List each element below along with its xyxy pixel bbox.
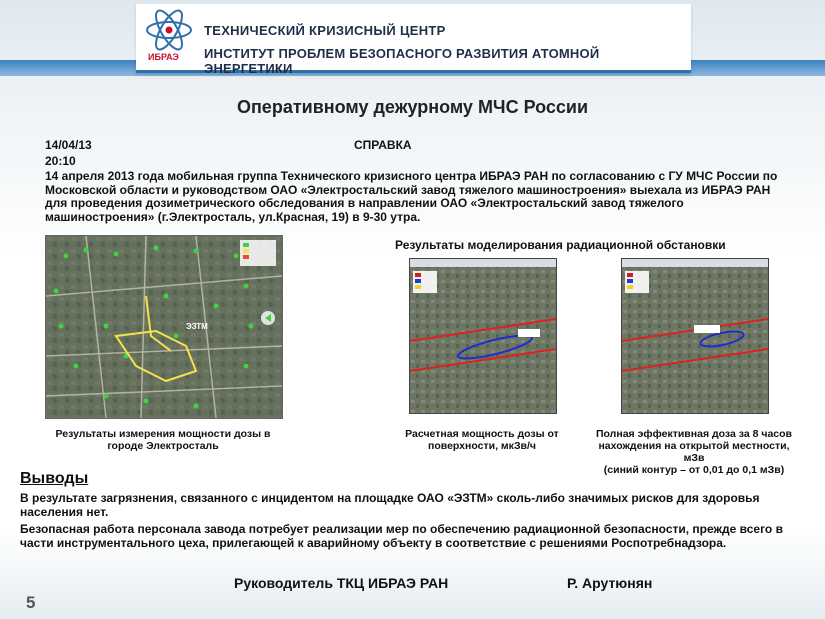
effective-dose-caption-note: (синий контур – от 0,01 до 0,1 мЗв) [603,464,785,476]
logo-text: ИБРАЭ [148,52,179,62]
document-time: 20:10 [45,154,76,168]
dose-rate-caption: Расчетная мощность дозы от поверхности, мкЗв/ч [405,428,559,452]
signer-name: Р. Арутюнян [567,575,653,591]
conclusion-paragraph-2: Безопасная работа персонала завода потребует реализации мер по обеспечению радиационной безопасности, прежде всего в части инструментального цеха, прилегающей к аварийному объекту в соответствие с решениями Роспотребнадзора. [20,522,783,550]
header-subtitle: ИНСТИТУТ ПРОБЛЕМ БЕЗОПАСНОГО РАЗВИТИЯ АТОМНОЙ ЭНЕРГЕТИКИ [204,46,600,76]
measurement-map-caption: Результаты измерения мощности дозы в городе Электросталь [55,428,271,452]
header-title: ТЕХНИЧЕСКИЙ КРИЗИСНЫЙ ЦЕНТР [204,23,446,38]
document-type: СПРАВКА [354,138,412,152]
effective-dose-caption-text: Полная эффективная доза за 8 часов нахождения на открытой местности, мЗв [595,428,793,464]
measurement-map [45,235,283,419]
document-title: Оперативному дежурному МЧС России [236,97,589,117]
document-date: 14/04/13 [45,138,92,152]
conclusion-paragraph-1: В результате загрязнения, связанного с инцидентом на площадке ОАО «ЭЗТМ» сколь-либо значимых рисков для здоровья населения нет. [20,491,760,519]
page-number: 5 [26,593,36,612]
map-label-eztm: ЭЗТМ [186,322,208,331]
effective-dose-map [621,258,769,414]
intro-paragraph: 14 апреля 2013 года мобильная группа Технического кризисного центра ИБРАЭ РАН по согласованию с ГУ МЧС России по Московской области и руководством ОАО «Электростальский завод тяжелого машиностроения» выехала из ИБРАЭ РАН для проведения дозиметрического обследования в направлении ОАО «Электростальский завод тяжелого машиностроения» (г.Электросталь, ул.Красная, 19) в 9-30 утра. [45,169,778,224]
dose-rate-map [409,258,557,414]
header-banner [136,4,691,76]
effective-dose-caption [594,428,794,476]
signature-title: Руководитель ТКЦ ИБРАЭ РАН [234,575,449,591]
modeling-title: Результаты моделирования радиационной обстановки [395,238,726,252]
conclusions-title: Выводы [20,470,89,487]
